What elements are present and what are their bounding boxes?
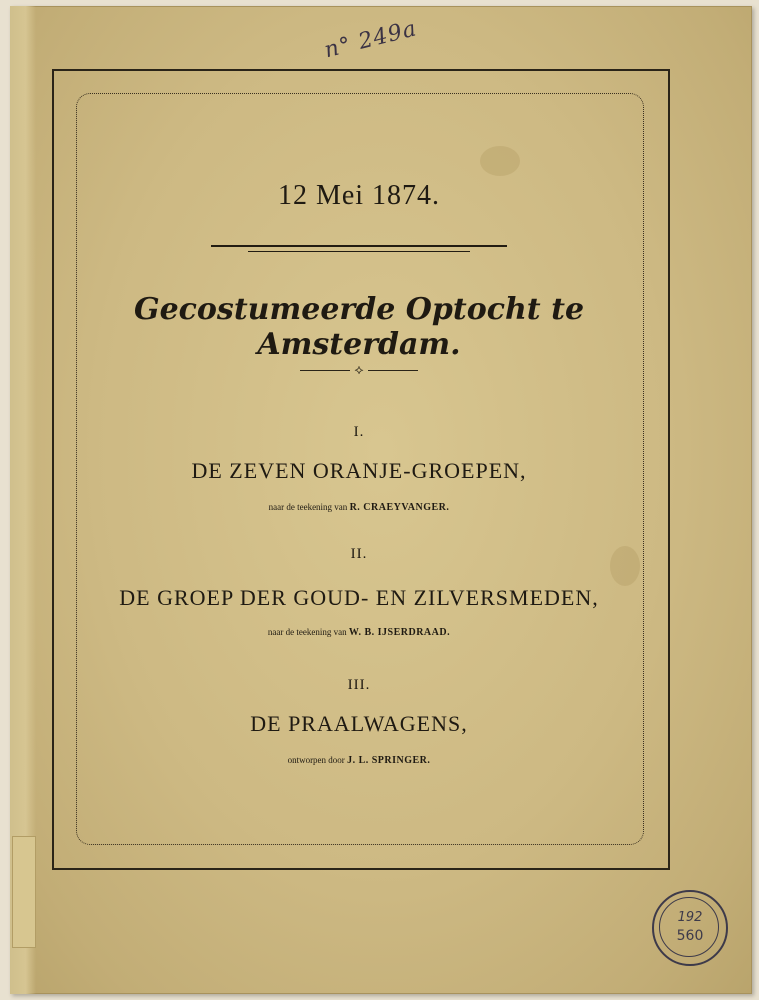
credit-prefix: naar de teekening van (268, 502, 348, 512)
divider-rule-thin (248, 251, 470, 252)
handwritten-note: n° 249a (321, 16, 420, 64)
credit-prefix: ontworpen door (287, 755, 345, 765)
section-3-credit (76, 755, 642, 766)
divider-rule (211, 245, 507, 247)
section-2-numeral: II. (350, 546, 368, 562)
section-2-heading: DE GROEP DER GOUD- EN ZILVERSMEDEN, (119, 585, 599, 610)
ornament-divider (76, 362, 642, 378)
stamp-number-top: 192 (677, 910, 703, 925)
section-1-numeral: I. (353, 424, 365, 440)
spine-tape (12, 836, 36, 948)
section-1-credit (76, 502, 642, 513)
subtitle: Gecostumeerde Optocht te Amsterdam. (133, 292, 585, 362)
credit-name: R. CRAEYVANGER. (349, 502, 450, 513)
ornament-icon: ⟡ (354, 362, 364, 378)
stamp-number-bottom: 560 (676, 928, 704, 944)
stamp-ring (659, 897, 719, 957)
credit-prefix: naar de teekening van (267, 627, 347, 637)
credit-name: W. B. IJSERDRAAD. (348, 627, 451, 638)
section-1-heading: DE ZEVEN ORANJE-GROEPEN, (191, 458, 527, 483)
section-2-credit (76, 627, 642, 638)
date-line: 12 Mei 1874. (277, 180, 441, 211)
library-stamp (652, 890, 728, 966)
credit-name: J. L. SPRINGER. (347, 755, 431, 766)
section-3-numeral: III. (347, 677, 371, 693)
section-3-heading: DE PRAALWAGENS, (250, 711, 468, 736)
